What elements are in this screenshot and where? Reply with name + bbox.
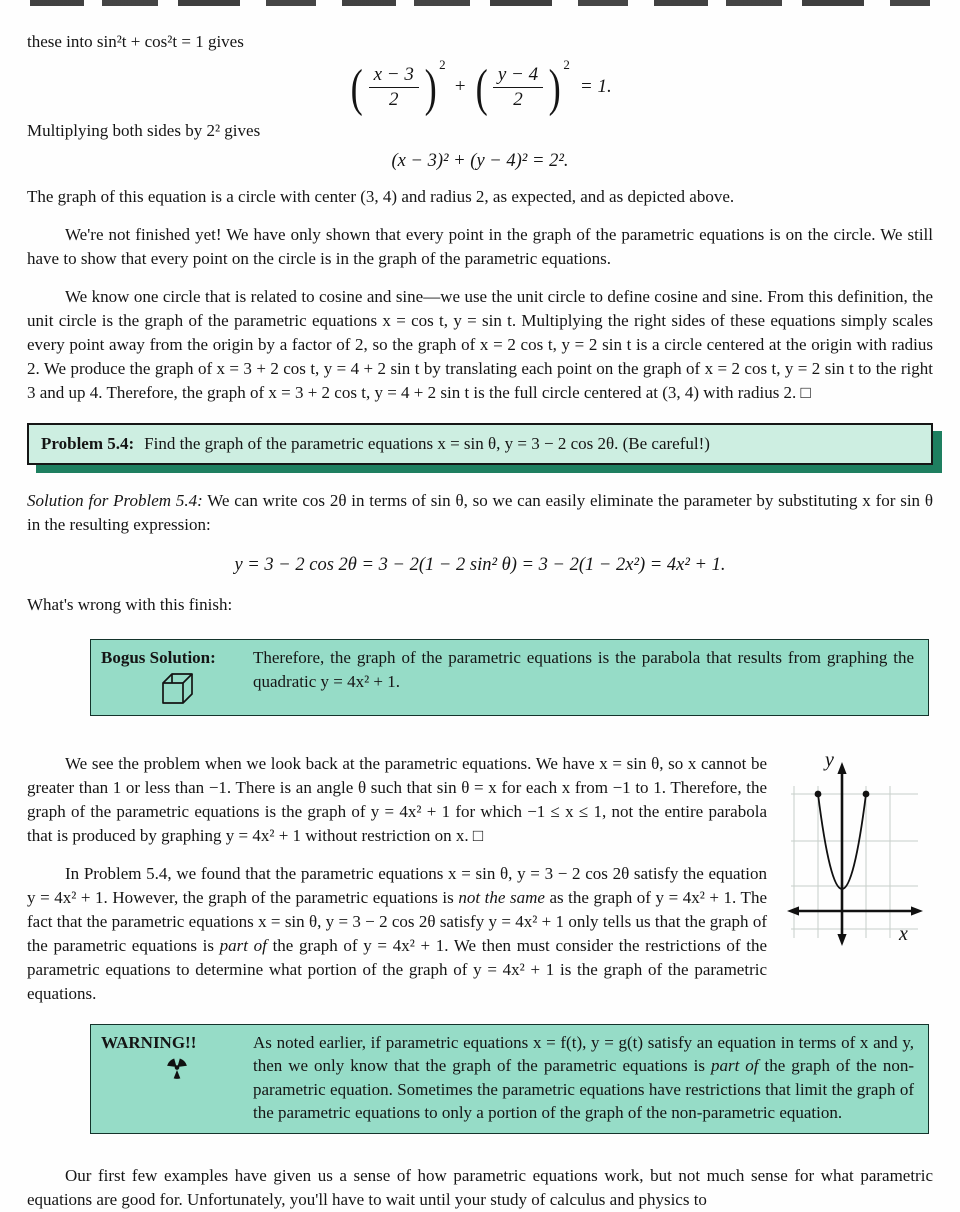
equals-one: = 1.	[579, 76, 612, 98]
segment: as the graph of y = 4x² + 1. The fact that the parametric equations x = sin θ, y = 3 − 2 cos 2θ satisfy y = 4x² + 1 only tells us that the graph of the parametric equations is	[27, 887, 767, 955]
bogus-label: Bogus Solution:	[101, 647, 216, 667]
segment: As noted earlier, if parametric equations x = f(t), y = g(t) satisfy an equation in terms of x and y, then we only know that the graph of the parametric equations is	[253, 1032, 914, 1076]
para-see-problem: We see the problem when we look back at the parametric equations. We have x = sin θ, so x cannot be greater than 1 or less than −1. There is an angle θ such that sin θ = x for each x from −1 to 1. Therefore, the graph of the parametric equations is the graph of y = 4x² + 1 for which −1 ≤ x ≤ 1, not the entire parabola that is produced by graphing y = 4x² + 1 without restriction on x. □	[27, 753, 767, 845]
textbook-page	[27, 0, 933, 1212]
wrap-section	[27, 748, 933, 1006]
fraction-x: $\frac{x - 3}{2}$	[369, 64, 419, 111]
para-final: Our first few examples have given us a sense of how parametric equations work, but not much sense for what parametric equations are good for. Unfortunately, you'll have to wait until your study of calculus and physics to	[27, 1165, 933, 1209]
segment: In Problem 5.4, we found that the parametric equations x = sin θ, y = 3 − 2 cos 2θ satisfy the equation y = 4x² + 1. However, the graph of the parametric equations is	[27, 863, 767, 907]
solution-lead: Solution for Problem 5.4:	[27, 490, 203, 510]
para-unit-circle: We know one circle that is related to cosine and sine—we use the unit circle to define cosine and sine. From this definition, the unit circle is the graph of the parametric equations x = cos t, y = sin t. Multiplying the right sides of these equations simply scales every point away from the origin by a factor of 2, so the graph of x = 2 cos t, y = 2 sin t is a circle centered at the origin with radius 2. We produce the graph of x = 3 + 2 cos t, y = 4 + 2 sin t by translating each point on the graph of x = 2 cos t, y = 2 sin t to the right 3 and up 4. Therefore, the graph of x = 3 + 2 cos t, y = 4 + 2 sin t is the full circle centered at (3, 4) with radius 2. □	[27, 286, 933, 402]
warning-label-column	[101, 1031, 253, 1125]
para-circle-result: The graph of this equation is a circle with center (3, 4) and radius 2, as expected, and as depicted above.	[27, 186, 735, 206]
fraction-y: $\frac{y - 4}{2}$	[493, 64, 543, 111]
multiply-line: Multiplying both sides by 2² gives	[27, 120, 261, 140]
warning-box	[90, 1024, 929, 1134]
parabola-graph	[781, 746, 933, 958]
y-axis-label: y	[825, 748, 834, 771]
parabola-figure	[781, 746, 933, 965]
plus-sign: +	[453, 76, 467, 98]
problem-5-4-box	[27, 423, 933, 465]
italic-not-the-same: not the same	[458, 887, 545, 907]
whats-wrong-line: What's wrong with this finish:	[27, 594, 233, 614]
intro-line: these into sin²t + cos²t = 1 gives	[27, 32, 244, 51]
segment: the graph of y = 4x² + 1. We then must consider the restrictions of the parametric equations to determine what portion of the graph of y = 4x² + 1 is the graph of the parametric equations.	[27, 935, 768, 1003]
bogus-text: Therefore, the graph of the parametric equations is the parabola that results from graphing the quadratic y = 4x² + 1.	[253, 647, 914, 691]
equation-eliminate-parameter: y = 3 − 2 cos 2θ = 3 − 2(1 − 2 sin² θ) = 3 − 2(1 − 2x²) = 4x² + 1.	[234, 554, 726, 575]
cropped-line-fragment	[30, 0, 930, 6]
segment: the graph of the non-parametric equation. Sometimes the parametric equations have restrictions that limit the graph of the parametric equations to only a portion of the graph of the non-parametric equation.	[253, 1056, 914, 1123]
para-solution	[27, 489, 933, 537]
para-not-finished: We're not finished yet! We have only shown that every point in the graph of the parametric equations is on the circle. We still have to show that every point on the circle is in the graph of the parametric equations.	[27, 224, 933, 268]
solution-text: We can write cos 2θ in terms of sin θ, so we can easily eliminate the parameter by substituting x for sin θ in the resulting expression:	[27, 490, 933, 534]
problem-text: Find the graph of the parametric equations x = sin θ, y = 3 − 2 cos 2θ. (Be careful!)	[144, 433, 710, 453]
problem-label: Problem 5.4:	[41, 433, 135, 453]
italic-part-of: part of	[710, 1056, 759, 1076]
x-axis-label: x	[899, 922, 908, 945]
radiation-icon	[164, 1054, 190, 1082]
bogus-label-column	[101, 646, 253, 707]
bogus-solution-box	[90, 639, 929, 716]
open-box-icon	[157, 671, 197, 707]
equation-circle-expanded: (x − 3)² + (y − 4)² = 2².	[391, 150, 569, 171]
warning-text	[253, 1031, 914, 1125]
italic-part-of: part of	[219, 935, 267, 955]
equation-circle-fractions: ( $\frac{x - 3}{2}$ ) 2 + ( $\frac{y - 4}{2}$ ) 2 = 1.	[350, 57, 612, 118]
warning-label: WARNING!!	[101, 1032, 197, 1052]
